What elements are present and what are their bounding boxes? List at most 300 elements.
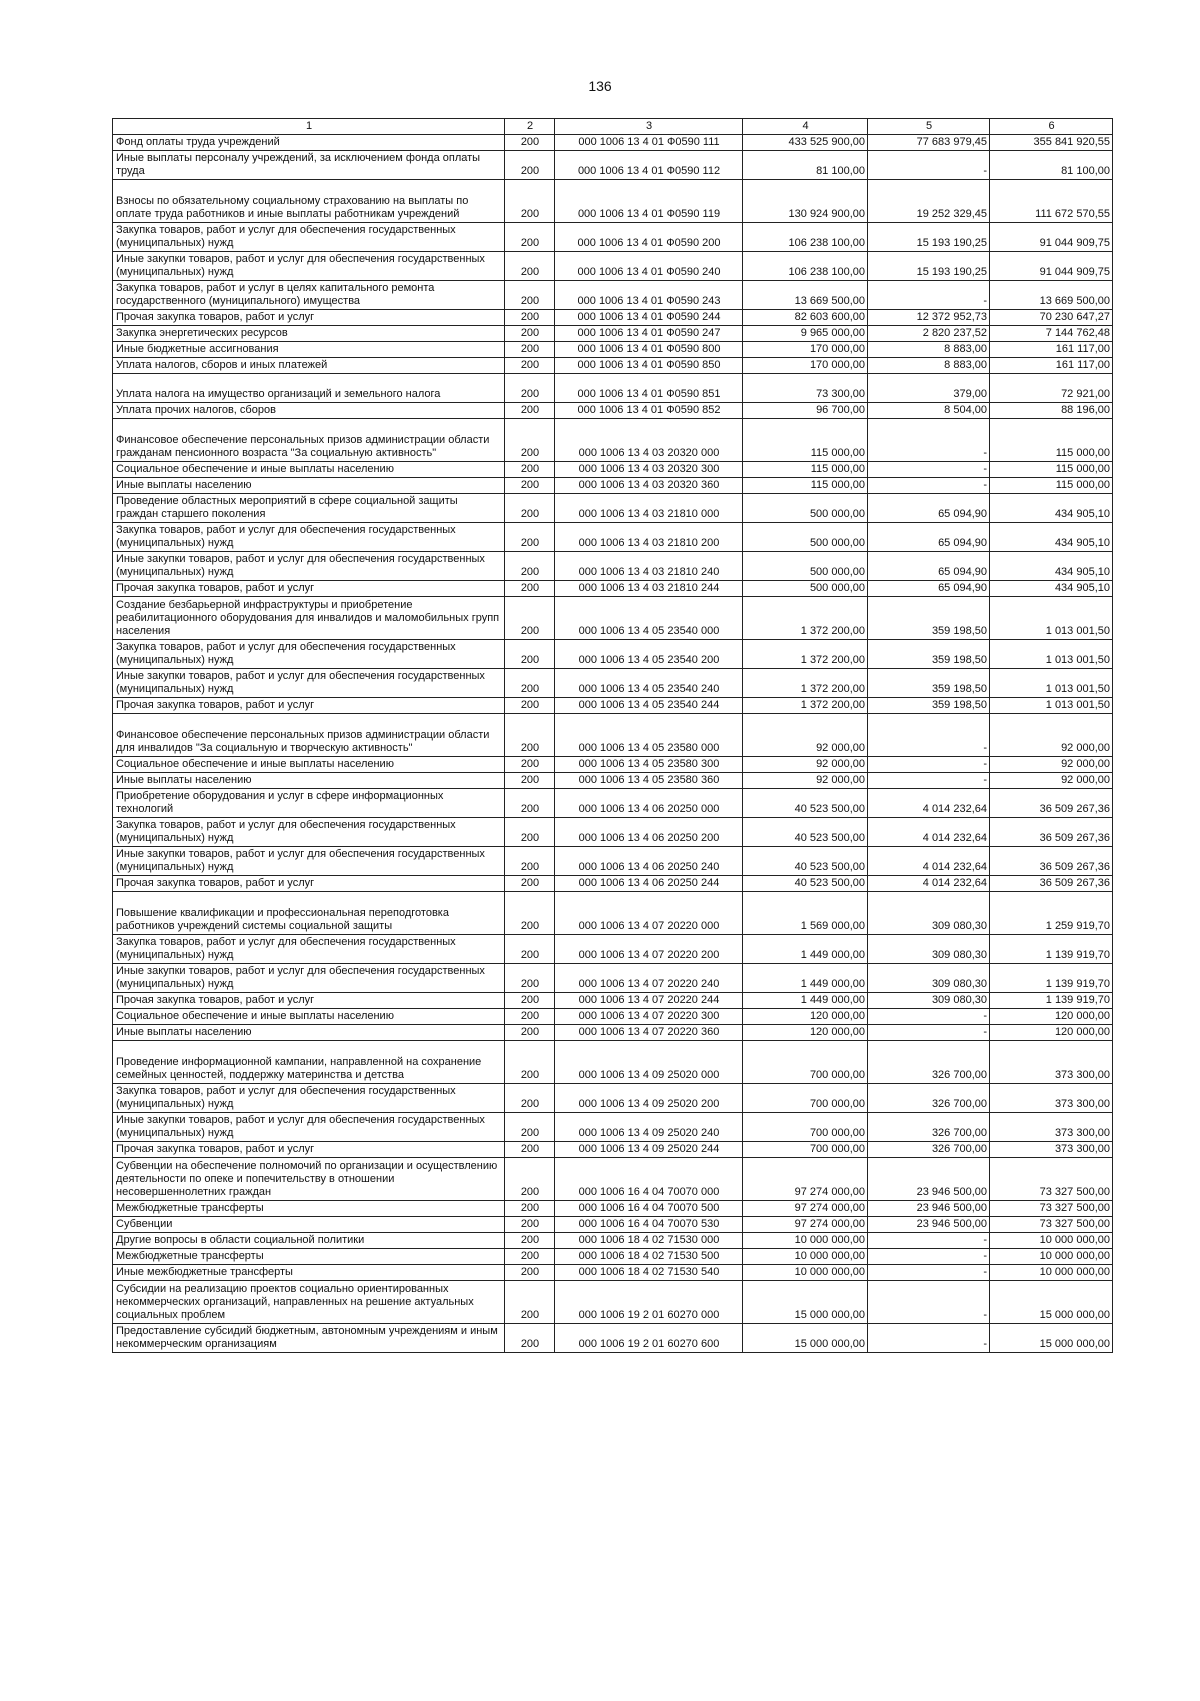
table-row	[113, 180, 1113, 223]
row-name: Прочая закупка товаров, работ и услуг	[113, 993, 505, 1009]
row-executed-amount: 15 193 190,25	[868, 223, 990, 252]
table-row	[113, 252, 1113, 281]
row-admin-code: 200	[505, 1142, 555, 1158]
row-classification-code: 000 1006 13 4 03 21810 200	[555, 523, 743, 552]
row-admin-code: 200	[505, 964, 555, 993]
row-remaining-amount: 72 921,00	[990, 374, 1113, 403]
row-approved-amount: 1 449 000,00	[743, 993, 868, 1009]
row-executed-amount: 65 094,90	[868, 523, 990, 552]
row-name: Фонд оплаты труда учреждений	[113, 135, 505, 151]
table-row	[113, 964, 1113, 993]
row-approved-amount: 97 274 000,00	[743, 1158, 868, 1201]
row-executed-amount: -	[868, 773, 990, 789]
row-classification-code: 000 1006 19 2 01 60270 600	[555, 1324, 743, 1353]
row-approved-amount: 700 000,00	[743, 1113, 868, 1142]
row-classification-code: 000 1006 13 4 09 25020 244	[555, 1142, 743, 1158]
row-remaining-amount: 1 013 001,50	[990, 698, 1113, 714]
page-number: 136	[588, 78, 612, 94]
row-executed-amount: -	[868, 1265, 990, 1281]
row-remaining-amount: 355 841 920,55	[990, 135, 1113, 151]
row-remaining-amount: 115 000,00	[990, 419, 1113, 462]
row-executed-amount: 8 504,00	[868, 403, 990, 419]
row-classification-code: 000 1006 13 4 01 Ф0590 851	[555, 374, 743, 403]
row-approved-amount: 500 000,00	[743, 552, 868, 581]
row-admin-code: 200	[505, 818, 555, 847]
table-row	[113, 419, 1113, 462]
row-name: Проведение информационной кампании, направленной на сохранение семейных ценностей, поддержку материнства и детства	[113, 1041, 505, 1084]
row-admin-code: 200	[505, 281, 555, 310]
row-name: Социальное обеспечение и иные выплаты населению	[113, 1009, 505, 1025]
row-name: Социальное обеспечение и иные выплаты населению	[113, 462, 505, 478]
row-classification-code: 000 1006 13 4 01 Ф0590 240	[555, 252, 743, 281]
row-classification-code: 000 1006 13 4 05 23540 244	[555, 698, 743, 714]
row-admin-code: 200	[505, 374, 555, 403]
table-row	[113, 876, 1113, 892]
row-admin-code: 200	[505, 1233, 555, 1249]
table-row	[113, 1158, 1113, 1201]
row-admin-code: 200	[505, 847, 555, 876]
row-name: Иные выплаты населению	[113, 1025, 505, 1041]
table-row	[113, 151, 1113, 180]
row-admin-code: 200	[505, 223, 555, 252]
table-row	[113, 1217, 1113, 1233]
row-admin-code: 200	[505, 1324, 555, 1353]
row-admin-code: 200	[505, 403, 555, 419]
row-remaining-amount: 1 259 919,70	[990, 892, 1113, 935]
row-classification-code: 000 1006 16 4 04 70070 000	[555, 1158, 743, 1201]
row-approved-amount: 40 523 500,00	[743, 876, 868, 892]
table-row	[113, 358, 1113, 374]
row-remaining-amount: 434 905,10	[990, 552, 1113, 581]
row-classification-code: 000 1006 13 4 01 Ф0590 244	[555, 310, 743, 326]
row-classification-code: 000 1006 13 4 07 20220 200	[555, 935, 743, 964]
row-remaining-amount: 81 100,00	[990, 151, 1113, 180]
row-executed-amount: -	[868, 1249, 990, 1265]
table-row	[113, 1025, 1113, 1041]
row-name: Межбюджетные трансферты	[113, 1201, 505, 1217]
row-approved-amount: 170 000,00	[743, 358, 868, 374]
row-approved-amount: 40 523 500,00	[743, 847, 868, 876]
row-executed-amount: -	[868, 1324, 990, 1353]
column-header-4: 4	[743, 119, 868, 135]
row-admin-code: 200	[505, 1009, 555, 1025]
row-name: Иные закупки товаров, работ и услуг для обеспечения государственных (муниципальных) нужд	[113, 1113, 505, 1142]
table-row	[113, 698, 1113, 714]
row-executed-amount: 2 820 237,52	[868, 326, 990, 342]
table-row	[113, 714, 1113, 757]
row-name: Проведение областных мероприятий в сфере социальной защиты граждан старшего поколения	[113, 494, 505, 523]
row-admin-code: 200	[505, 597, 555, 640]
row-name: Прочая закупка товаров, работ и услуг	[113, 581, 505, 597]
table-row	[113, 374, 1113, 403]
row-admin-code: 200	[505, 310, 555, 326]
row-classification-code: 000 1006 13 4 05 23580 300	[555, 757, 743, 773]
row-name: Закупка товаров, работ и услуг для обеспечения государственных (муниципальных) нужд	[113, 818, 505, 847]
row-remaining-amount: 10 000 000,00	[990, 1265, 1113, 1281]
row-executed-amount: 65 094,90	[868, 552, 990, 581]
row-executed-amount: -	[868, 419, 990, 462]
row-admin-code: 200	[505, 1158, 555, 1201]
table-row	[113, 1009, 1113, 1025]
column-header-2: 2	[505, 119, 555, 135]
row-approved-amount: 13 669 500,00	[743, 281, 868, 310]
row-remaining-amount: 73 327 500,00	[990, 1201, 1113, 1217]
table-row	[113, 640, 1113, 669]
row-approved-amount: 10 000 000,00	[743, 1233, 868, 1249]
row-admin-code: 200	[505, 892, 555, 935]
row-admin-code: 200	[505, 326, 555, 342]
row-executed-amount: 359 198,50	[868, 669, 990, 698]
row-approved-amount: 92 000,00	[743, 714, 868, 757]
row-executed-amount: 8 883,00	[868, 342, 990, 358]
row-executed-amount: 4 014 232,64	[868, 789, 990, 818]
row-admin-code: 200	[505, 1041, 555, 1084]
row-classification-code: 000 1006 13 4 06 20250 200	[555, 818, 743, 847]
row-admin-code: 200	[505, 876, 555, 892]
row-approved-amount: 81 100,00	[743, 151, 868, 180]
row-approved-amount: 106 238 100,00	[743, 223, 868, 252]
row-name: Уплата налога на имущество организаций и земельного налога	[113, 374, 505, 403]
row-admin-code: 200	[505, 180, 555, 223]
row-remaining-amount: 88 196,00	[990, 403, 1113, 419]
row-admin-code: 200	[505, 358, 555, 374]
row-name: Иные выплаты персоналу учреждений, за исключением фонда оплаты труда	[113, 151, 505, 180]
row-remaining-amount: 36 509 267,36	[990, 847, 1113, 876]
row-approved-amount: 115 000,00	[743, 419, 868, 462]
row-remaining-amount: 7 144 762,48	[990, 326, 1113, 342]
table-row	[113, 552, 1113, 581]
row-admin-code: 200	[505, 1201, 555, 1217]
row-remaining-amount: 434 905,10	[990, 523, 1113, 552]
row-remaining-amount: 91 044 909,75	[990, 252, 1113, 281]
row-admin-code: 200	[505, 698, 555, 714]
row-remaining-amount: 1 013 001,50	[990, 669, 1113, 698]
row-approved-amount: 500 000,00	[743, 581, 868, 597]
row-admin-code: 200	[505, 993, 555, 1009]
row-remaining-amount: 92 000,00	[990, 714, 1113, 757]
table-header	[113, 119, 1113, 135]
row-classification-code: 000 1006 13 4 09 25020 200	[555, 1084, 743, 1113]
row-executed-amount: 309 080,30	[868, 935, 990, 964]
row-executed-amount: 359 198,50	[868, 698, 990, 714]
row-remaining-amount: 1 139 919,70	[990, 993, 1113, 1009]
row-approved-amount: 15 000 000,00	[743, 1324, 868, 1353]
row-remaining-amount: 91 044 909,75	[990, 223, 1113, 252]
row-executed-amount: 4 014 232,64	[868, 818, 990, 847]
row-classification-code: 000 1006 18 4 02 71530 000	[555, 1233, 743, 1249]
row-executed-amount: 23 946 500,00	[868, 1217, 990, 1233]
row-approved-amount: 82 603 600,00	[743, 310, 868, 326]
row-admin-code: 200	[505, 342, 555, 358]
row-name: Закупка товаров, работ и услуг для обеспечения государственных (муниципальных) нужд	[113, 935, 505, 964]
row-name: Иные закупки товаров, работ и услуг для обеспечения государственных (муниципальных) нужд	[113, 552, 505, 581]
row-approved-amount: 1 569 000,00	[743, 892, 868, 935]
row-approved-amount: 1 372 200,00	[743, 640, 868, 669]
row-name: Закупка товаров, работ и услуг для обеспечения государственных (муниципальных) нужд	[113, 523, 505, 552]
row-admin-code: 200	[505, 151, 555, 180]
table-row	[113, 892, 1113, 935]
row-executed-amount: 326 700,00	[868, 1084, 990, 1113]
table-row	[113, 597, 1113, 640]
row-admin-code: 200	[505, 789, 555, 818]
row-approved-amount: 97 274 000,00	[743, 1217, 868, 1233]
row-name: Социальное обеспечение и иные выплаты населению	[113, 757, 505, 773]
row-remaining-amount: 73 327 500,00	[990, 1217, 1113, 1233]
table-row	[113, 1084, 1113, 1113]
row-name: Иные межбюджетные трансферты	[113, 1265, 505, 1281]
table-row	[113, 1281, 1113, 1324]
table-row	[113, 993, 1113, 1009]
row-executed-amount: -	[868, 151, 990, 180]
row-executed-amount: -	[868, 1025, 990, 1041]
row-classification-code: 000 1006 13 4 05 23580 000	[555, 714, 743, 757]
row-admin-code: 200	[505, 478, 555, 494]
row-name: Другие вопросы в области социальной политики	[113, 1233, 505, 1249]
row-remaining-amount: 373 300,00	[990, 1084, 1113, 1113]
row-approved-amount: 130 924 900,00	[743, 180, 868, 223]
row-classification-code: 000 1006 13 4 06 20250 240	[555, 847, 743, 876]
row-name: Иные закупки товаров, работ и услуг для обеспечения государственных (муниципальных) нужд	[113, 252, 505, 281]
row-classification-code: 000 1006 13 4 05 23540 200	[555, 640, 743, 669]
row-classification-code: 000 1006 13 4 01 Ф0590 800	[555, 342, 743, 358]
row-approved-amount: 500 000,00	[743, 494, 868, 523]
row-admin-code: 200	[505, 935, 555, 964]
row-approved-amount: 97 274 000,00	[743, 1201, 868, 1217]
column-header-5: 5	[868, 119, 990, 135]
row-classification-code: 000 1006 13 4 03 20320 000	[555, 419, 743, 462]
row-approved-amount: 73 300,00	[743, 374, 868, 403]
row-classification-code: 000 1006 13 4 05 23540 240	[555, 669, 743, 698]
table-row	[113, 773, 1113, 789]
column-header-1: 1	[113, 119, 505, 135]
table-row	[113, 847, 1113, 876]
row-approved-amount: 92 000,00	[743, 757, 868, 773]
row-executed-amount: 8 883,00	[868, 358, 990, 374]
row-remaining-amount: 161 117,00	[990, 358, 1113, 374]
row-admin-code: 200	[505, 581, 555, 597]
table-row	[113, 494, 1113, 523]
row-approved-amount: 10 000 000,00	[743, 1249, 868, 1265]
table-row	[113, 223, 1113, 252]
row-executed-amount: 23 946 500,00	[868, 1158, 990, 1201]
row-remaining-amount: 15 000 000,00	[990, 1281, 1113, 1324]
row-approved-amount: 115 000,00	[743, 478, 868, 494]
row-admin-code: 200	[505, 1084, 555, 1113]
column-header-3: 3	[555, 119, 743, 135]
table-row	[113, 342, 1113, 358]
row-name: Закупка товаров, работ и услуг для обеспечения государственных (муниципальных) нужд	[113, 223, 505, 252]
table-row	[113, 403, 1113, 419]
table-row	[113, 310, 1113, 326]
row-remaining-amount: 70 230 647,27	[990, 310, 1113, 326]
row-classification-code: 000 1006 13 4 07 20220 000	[555, 892, 743, 935]
row-classification-code: 000 1006 13 4 03 20320 300	[555, 462, 743, 478]
row-remaining-amount: 1 013 001,50	[990, 640, 1113, 669]
row-executed-amount: 12 372 952,73	[868, 310, 990, 326]
row-executed-amount: 309 080,30	[868, 964, 990, 993]
row-approved-amount: 1 372 200,00	[743, 669, 868, 698]
row-remaining-amount: 373 300,00	[990, 1142, 1113, 1158]
table-row	[113, 1142, 1113, 1158]
table-row	[113, 581, 1113, 597]
row-approved-amount: 120 000,00	[743, 1009, 868, 1025]
row-executed-amount: -	[868, 478, 990, 494]
row-executed-amount: 326 700,00	[868, 1113, 990, 1142]
row-executed-amount: 309 080,30	[868, 892, 990, 935]
row-classification-code: 000 1006 13 4 03 21810 244	[555, 581, 743, 597]
row-executed-amount: 326 700,00	[868, 1142, 990, 1158]
row-remaining-amount: 73 327 500,00	[990, 1158, 1113, 1201]
row-executed-amount: 309 080,30	[868, 993, 990, 1009]
row-classification-code: 000 1006 13 4 01 Ф0590 852	[555, 403, 743, 419]
row-admin-code: 200	[505, 773, 555, 789]
row-name: Субсидии на реализацию проектов социально ориентированных некоммерческих организаций, направленных на решение актуальных социальных проблем	[113, 1281, 505, 1324]
row-name: Уплата налогов, сборов и иных платежей	[113, 358, 505, 374]
row-remaining-amount: 36 509 267,36	[990, 818, 1113, 847]
row-approved-amount: 15 000 000,00	[743, 1281, 868, 1324]
row-name: Субвенции	[113, 1217, 505, 1233]
row-name: Закупка товаров, работ и услуг для обеспечения государственных (муниципальных) нужд	[113, 640, 505, 669]
table-row	[113, 281, 1113, 310]
row-name: Повышение квалификации и профессиональная переподготовка работников учреждений системы социальной защиты	[113, 892, 505, 935]
row-classification-code: 000 1006 13 4 07 20220 240	[555, 964, 743, 993]
row-executed-amount: 77 683 979,45	[868, 135, 990, 151]
row-remaining-amount: 13 669 500,00	[990, 281, 1113, 310]
row-approved-amount: 10 000 000,00	[743, 1265, 868, 1281]
row-classification-code: 000 1006 13 4 07 20220 244	[555, 993, 743, 1009]
row-approved-amount: 96 700,00	[743, 403, 868, 419]
row-name: Субвенции на обеспечение полномочий по организации и осуществлению деятельности по опеке и попечительству в отношении несовершеннолетних граждан	[113, 1158, 505, 1201]
row-approved-amount: 1 449 000,00	[743, 935, 868, 964]
row-executed-amount: 4 014 232,64	[868, 847, 990, 876]
row-remaining-amount: 161 117,00	[990, 342, 1113, 358]
row-remaining-amount: 36 509 267,36	[990, 789, 1113, 818]
row-approved-amount: 700 000,00	[743, 1084, 868, 1113]
row-classification-code: 000 1006 18 4 02 71530 500	[555, 1249, 743, 1265]
row-classification-code: 000 1006 13 4 09 25020 240	[555, 1113, 743, 1142]
column-header-6: 6	[990, 119, 1113, 135]
row-executed-amount: 15 193 190,25	[868, 252, 990, 281]
table-row	[113, 1265, 1113, 1281]
row-approved-amount: 9 965 000,00	[743, 326, 868, 342]
row-remaining-amount: 10 000 000,00	[990, 1233, 1113, 1249]
row-approved-amount: 700 000,00	[743, 1142, 868, 1158]
row-classification-code: 000 1006 13 4 01 Ф0590 200	[555, 223, 743, 252]
table-row	[113, 1324, 1113, 1353]
row-name: Иные закупки товаров, работ и услуг для обеспечения государственных (муниципальных) нужд	[113, 964, 505, 993]
row-name: Иные закупки товаров, работ и услуг для обеспечения государственных (муниципальных) нужд	[113, 669, 505, 698]
row-name: Уплата прочих налогов, сборов	[113, 403, 505, 419]
row-executed-amount: 359 198,50	[868, 597, 990, 640]
table-row	[113, 757, 1113, 773]
row-name: Финансовое обеспечение персональных призов администрации области гражданам пенсионного возраста "За социальную активность"	[113, 419, 505, 462]
row-executed-amount: 326 700,00	[868, 1041, 990, 1084]
row-name: Прочая закупка товаров, работ и услуг	[113, 1142, 505, 1158]
row-name: Иные закупки товаров, работ и услуг для обеспечения государственных (муниципальных) нужд	[113, 847, 505, 876]
row-name: Прочая закупка товаров, работ и услуг	[113, 698, 505, 714]
row-name: Иные бюджетные ассигнования	[113, 342, 505, 358]
row-approved-amount: 40 523 500,00	[743, 789, 868, 818]
row-admin-code: 200	[505, 1249, 555, 1265]
row-executed-amount: -	[868, 1009, 990, 1025]
row-admin-code: 200	[505, 1113, 555, 1142]
table-row	[113, 1249, 1113, 1265]
row-executed-amount: 4 014 232,64	[868, 876, 990, 892]
row-classification-code: 000 1006 16 4 04 70070 530	[555, 1217, 743, 1233]
row-name: Приобретение оборудования и услуг в сфере информационных технологий	[113, 789, 505, 818]
row-executed-amount: 23 946 500,00	[868, 1201, 990, 1217]
row-admin-code: 200	[505, 714, 555, 757]
row-classification-code: 000 1006 13 4 06 20250 000	[555, 789, 743, 818]
row-remaining-amount: 373 300,00	[990, 1113, 1113, 1142]
row-name: Закупка энергетических ресурсов	[113, 326, 505, 342]
row-remaining-amount: 120 000,00	[990, 1025, 1113, 1041]
row-admin-code: 200	[505, 1265, 555, 1281]
row-approved-amount: 106 238 100,00	[743, 252, 868, 281]
row-classification-code: 000 1006 13 4 07 20220 360	[555, 1025, 743, 1041]
table-row	[113, 523, 1113, 552]
row-remaining-amount: 92 000,00	[990, 757, 1113, 773]
row-name: Иные выплаты населению	[113, 478, 505, 494]
row-admin-code: 200	[505, 252, 555, 281]
row-name: Предоставление субсидий бюджетным, автономным учреждениям и иным некоммерческим организациям	[113, 1324, 505, 1353]
row-admin-code: 200	[505, 640, 555, 669]
row-name: Закупка товаров, работ и услуг для обеспечения государственных (муниципальных) нужд	[113, 1084, 505, 1113]
table-row	[113, 1233, 1113, 1249]
row-classification-code: 000 1006 13 4 03 21810 000	[555, 494, 743, 523]
row-executed-amount: -	[868, 281, 990, 310]
row-classification-code: 000 1006 13 4 01 Ф0590 112	[555, 151, 743, 180]
row-classification-code: 000 1006 19 2 01 60270 000	[555, 1281, 743, 1324]
row-approved-amount: 120 000,00	[743, 1025, 868, 1041]
table-row	[113, 1113, 1113, 1142]
table-row	[113, 462, 1113, 478]
row-executed-amount: -	[868, 462, 990, 478]
row-remaining-amount: 36 509 267,36	[990, 876, 1113, 892]
row-remaining-amount: 1 139 919,70	[990, 964, 1113, 993]
row-remaining-amount: 111 672 570,55	[990, 180, 1113, 223]
row-classification-code: 000 1006 13 4 01 Ф0590 247	[555, 326, 743, 342]
row-approved-amount: 500 000,00	[743, 523, 868, 552]
row-classification-code: 000 1006 13 4 07 20220 300	[555, 1009, 743, 1025]
row-admin-code: 200	[505, 523, 555, 552]
row-admin-code: 200	[505, 757, 555, 773]
row-classification-code: 000 1006 13 4 01 Ф0590 111	[555, 135, 743, 151]
row-executed-amount: -	[868, 714, 990, 757]
row-approved-amount: 40 523 500,00	[743, 818, 868, 847]
row-admin-code: 200	[505, 1281, 555, 1324]
row-classification-code: 000 1006 13 4 01 Ф0590 119	[555, 180, 743, 223]
table-row	[113, 1041, 1113, 1084]
row-executed-amount: 65 094,90	[868, 494, 990, 523]
row-classification-code: 000 1006 13 4 01 Ф0590 243	[555, 281, 743, 310]
row-executed-amount: 19 252 329,45	[868, 180, 990, 223]
table-row	[113, 669, 1113, 698]
row-remaining-amount: 15 000 000,00	[990, 1324, 1113, 1353]
table-body	[113, 135, 1113, 1353]
row-name: Межбюджетные трансферты	[113, 1249, 505, 1265]
row-approved-amount: 1 449 000,00	[743, 964, 868, 993]
row-executed-amount: 65 094,90	[868, 581, 990, 597]
row-admin-code: 200	[505, 1025, 555, 1041]
row-name: Закупка товаров, работ и услуг в целях капитального ремонта государственного (муниципального) имущества	[113, 281, 505, 310]
row-name: Взносы по обязательному социальному страхованию на выплаты по оплате труда работников и иные выплаты работникам учреждений	[113, 180, 505, 223]
budget-table	[112, 118, 1113, 1353]
row-approved-amount: 700 000,00	[743, 1041, 868, 1084]
row-remaining-amount: 10 000 000,00	[990, 1249, 1113, 1265]
row-admin-code: 200	[505, 462, 555, 478]
table-row	[113, 326, 1113, 342]
